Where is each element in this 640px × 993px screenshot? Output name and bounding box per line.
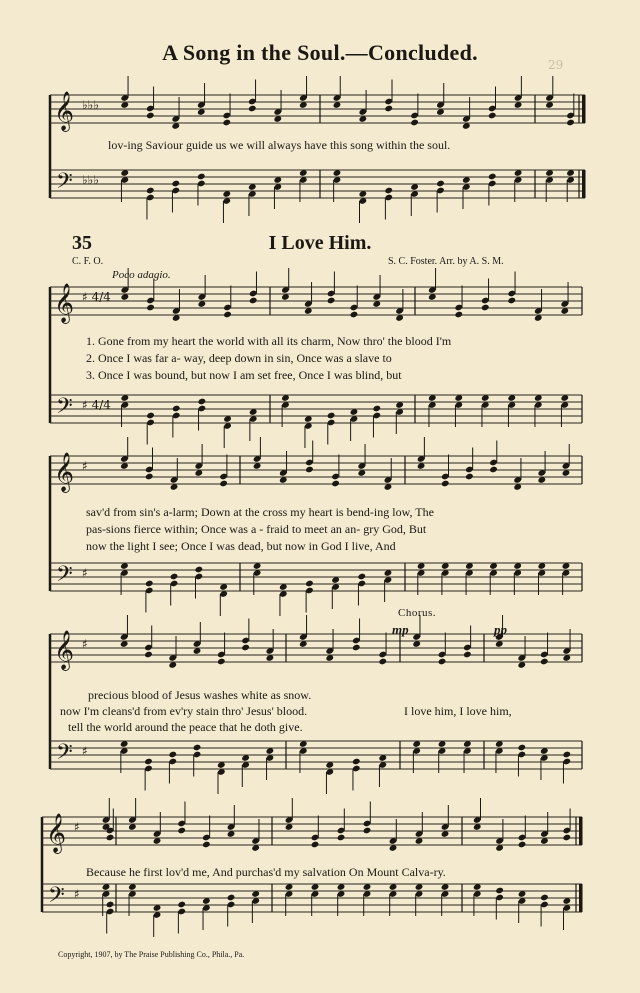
bass-clef-icon: 𝄢 [56,394,73,424]
bass-clef-icon: 𝄢 [56,562,73,592]
verse1-line1: 1. Gone from my heart the world with all its charm, Now thro' the blood I'm [86,334,452,348]
treble-clef-icon: 𝄞 [54,91,75,131]
copyright-notice: Copyright, 1907, by The Praise Publishing Co., Phila., Pa. [58,950,245,959]
page-number-bleed: 29 [548,58,564,72]
hymn-number: 35 [72,232,92,254]
verse2-line3: now I'm cleans'd from ev'ry stain thro' Jesus' blood. [60,704,308,718]
svg-text:♭♭♭: ♭♭♭ [82,98,99,112]
svg-text:♯: ♯ [82,566,88,580]
svg-text:♯: ♯ [74,887,80,901]
section-title: A Song in the Soul.—Concluded. [162,40,478,65]
verse2-line2: pas-sions fierce within; Once was a - fraid to meet an an- gry God, But [86,522,427,536]
treble-clef-icon: 𝄞 [54,452,75,492]
svg-text:♯: ♯ [82,459,88,473]
svg-text:♯: ♯ [82,637,88,651]
hymn-title: I Love Him. [268,232,372,254]
svg-text:♯: ♯ [82,744,88,758]
treble-clef-icon: 𝄞 [54,283,75,323]
dynamic-mp: mp [392,622,409,637]
verse3-line2: now the light I see; Once I was dead, but now in God I live, And [86,539,396,553]
music-credit: S. C. Foster. Arr. by A. S. M. [388,256,504,267]
verse3-line3: tell the world around the peace that he doth give. [68,720,303,734]
chorus-label: Chorus. [398,607,437,619]
verse3-line1: 3. Once I was bound, but now I am set free, Once I was blind, but [86,368,402,382]
svg-text:♯: ♯ [74,820,80,834]
svg-text:♯ 4/4: ♯ 4/4 [82,290,111,304]
verse1-line3: precious blood of Jesus washes white as snow. [88,688,312,702]
verse2-line1: 2. Once I was far a- way, deep down in sin, Once was a slave to [86,351,392,365]
bass-clef-icon: 𝄢 [48,883,65,913]
section1-lyric: lov-ing Saviour guide us we will always have this song within the soul. [108,138,451,152]
svg-text:♯ 4/4: ♯ 4/4 [82,398,111,412]
chorus-lyric: I love him, I love him, [404,704,512,718]
bass-clef-icon: 𝄢 [56,740,73,770]
words-credit: C. F. O. [72,256,104,267]
bass-clef-icon: 𝄢 [56,169,73,199]
svg-text:♭♭♭: ♭♭♭ [82,173,99,187]
chorus-lyric-final: Because he first lov'd me, And purchas'd my salvation On Mount Calva-ry. [86,865,446,879]
dynamic-pp: pp [494,622,507,637]
treble-clef-icon: 𝄞 [46,813,67,853]
verse1-line2: sav'd from sin's a-larm; Down at the cross my heart is bend-ing low, The [86,505,434,519]
tempo-marking: Poco adagio. [112,269,171,281]
treble-clef-icon: 𝄞 [54,630,75,670]
